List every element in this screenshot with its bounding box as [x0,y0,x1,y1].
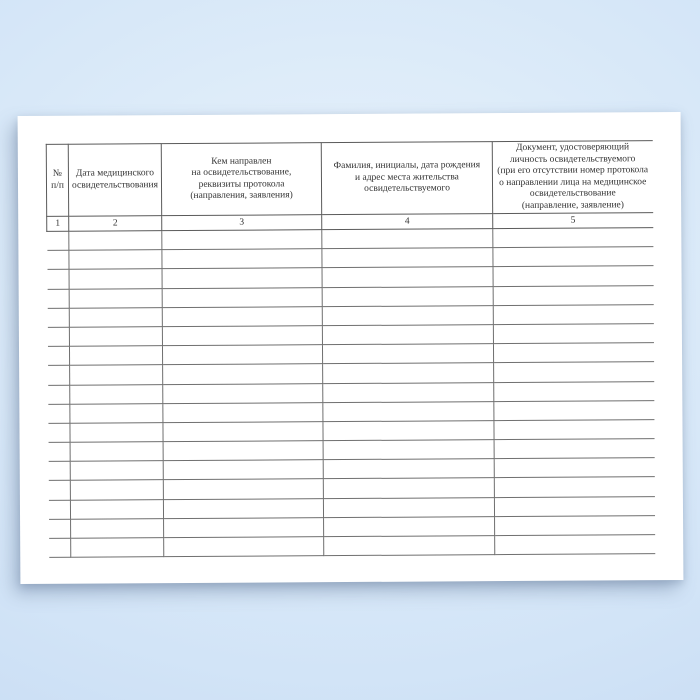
empty-cell [49,538,71,557]
empty-cell [69,288,162,308]
empty-cell [70,499,163,519]
empty-cell [494,496,654,516]
header-row [46,141,652,217]
column-number-cell-1: 1 [47,216,69,231]
header-cell-3: Кем направлен на освидетельствование, реквизиты протокола (направления, заявления) [161,143,321,216]
empty-cell [48,481,70,500]
empty-cell [69,307,162,327]
empty-cell [47,231,69,250]
empty-cell [48,442,70,461]
empty-cell [495,535,655,555]
empty-cell [323,382,494,402]
empty-cell [69,327,162,347]
empty-cell [493,285,653,305]
empty-cell [48,461,70,480]
empty-cell [323,459,494,479]
register-table [46,140,655,558]
empty-cell [163,441,323,461]
empty-cell [323,497,494,517]
empty-cell [494,362,654,382]
empty-cell [322,229,493,249]
empty-cell [323,421,494,441]
empty-cell [323,363,494,383]
empty-cell [162,287,322,307]
empty-cell [322,248,493,268]
empty-cell [69,231,162,251]
empty-cell [47,250,69,269]
empty-cell [163,479,323,499]
empty-cell [48,500,70,519]
empty-cell [48,366,70,385]
empty-cell [322,325,493,345]
empty-cell [495,515,655,535]
empty-cell [69,269,162,289]
table-row [49,535,655,558]
empty-cell [47,327,69,346]
empty-cell [47,270,69,289]
empty-cell [494,439,654,459]
empty-cell [163,422,323,442]
empty-cell [163,383,323,403]
column-number-cell-4: 4 [322,214,493,230]
empty-rows-body [47,228,655,558]
empty-cell [48,404,70,423]
empty-cell [162,345,322,365]
empty-cell [69,250,162,270]
empty-cell [323,478,494,498]
empty-cell [493,228,653,248]
empty-cell [47,289,69,308]
empty-cell [48,423,70,442]
empty-cell [493,247,653,267]
header-cell-5: Документ, удостоверяющий личность освидетельствуемого (при его отсутствии номер протокола о направлении лица на медицинское освидетельствование (направление, заявление) [492,141,652,214]
header-cell-4: Фамилия, инициалы, дата рождения и адрес места жительства освидетельствуемого [321,142,492,215]
document-page [18,112,684,584]
empty-cell [47,308,69,327]
header-cell-2: Дата медицинского освидетельствования [68,144,161,217]
empty-cell [162,268,322,288]
empty-cell [494,458,654,478]
column-number-cell-5: 5 [493,213,653,229]
empty-cell [71,538,164,558]
empty-cell [70,403,163,423]
empty-cell [493,324,653,344]
empty-cell [324,536,495,556]
empty-cell [163,498,323,518]
empty-cell [493,304,653,324]
empty-cell [493,266,653,286]
header-cell-1: № п/п [46,144,68,216]
empty-cell [48,385,70,404]
empty-cell [162,230,322,250]
empty-cell [494,400,654,420]
empty-cell [49,519,71,538]
empty-cell [70,423,163,443]
empty-cell [322,286,493,306]
empty-cell [322,305,493,325]
empty-cell [163,460,323,480]
empty-cell [70,442,163,462]
empty-cell [70,365,163,385]
empty-cell [324,516,495,536]
empty-cell [493,343,653,363]
empty-cell [70,461,163,481]
column-number-cell-2: 2 [69,216,162,232]
empty-cell [164,517,324,537]
empty-cell [162,249,322,269]
empty-cell [163,402,323,422]
column-number-cell-3: 3 [162,215,322,231]
empty-cell [494,381,654,401]
empty-cell [322,344,493,364]
empty-cell [70,480,163,500]
empty-cell [69,346,162,366]
empty-cell [163,364,323,384]
empty-cell [322,267,493,287]
empty-cell [162,306,322,326]
empty-cell [71,518,164,538]
empty-cell [47,346,69,365]
empty-cell [164,537,324,557]
empty-cell [494,477,654,497]
empty-cell [323,440,494,460]
empty-cell [494,420,654,440]
empty-cell [323,401,494,421]
empty-cell [70,384,163,404]
empty-cell [162,326,322,346]
